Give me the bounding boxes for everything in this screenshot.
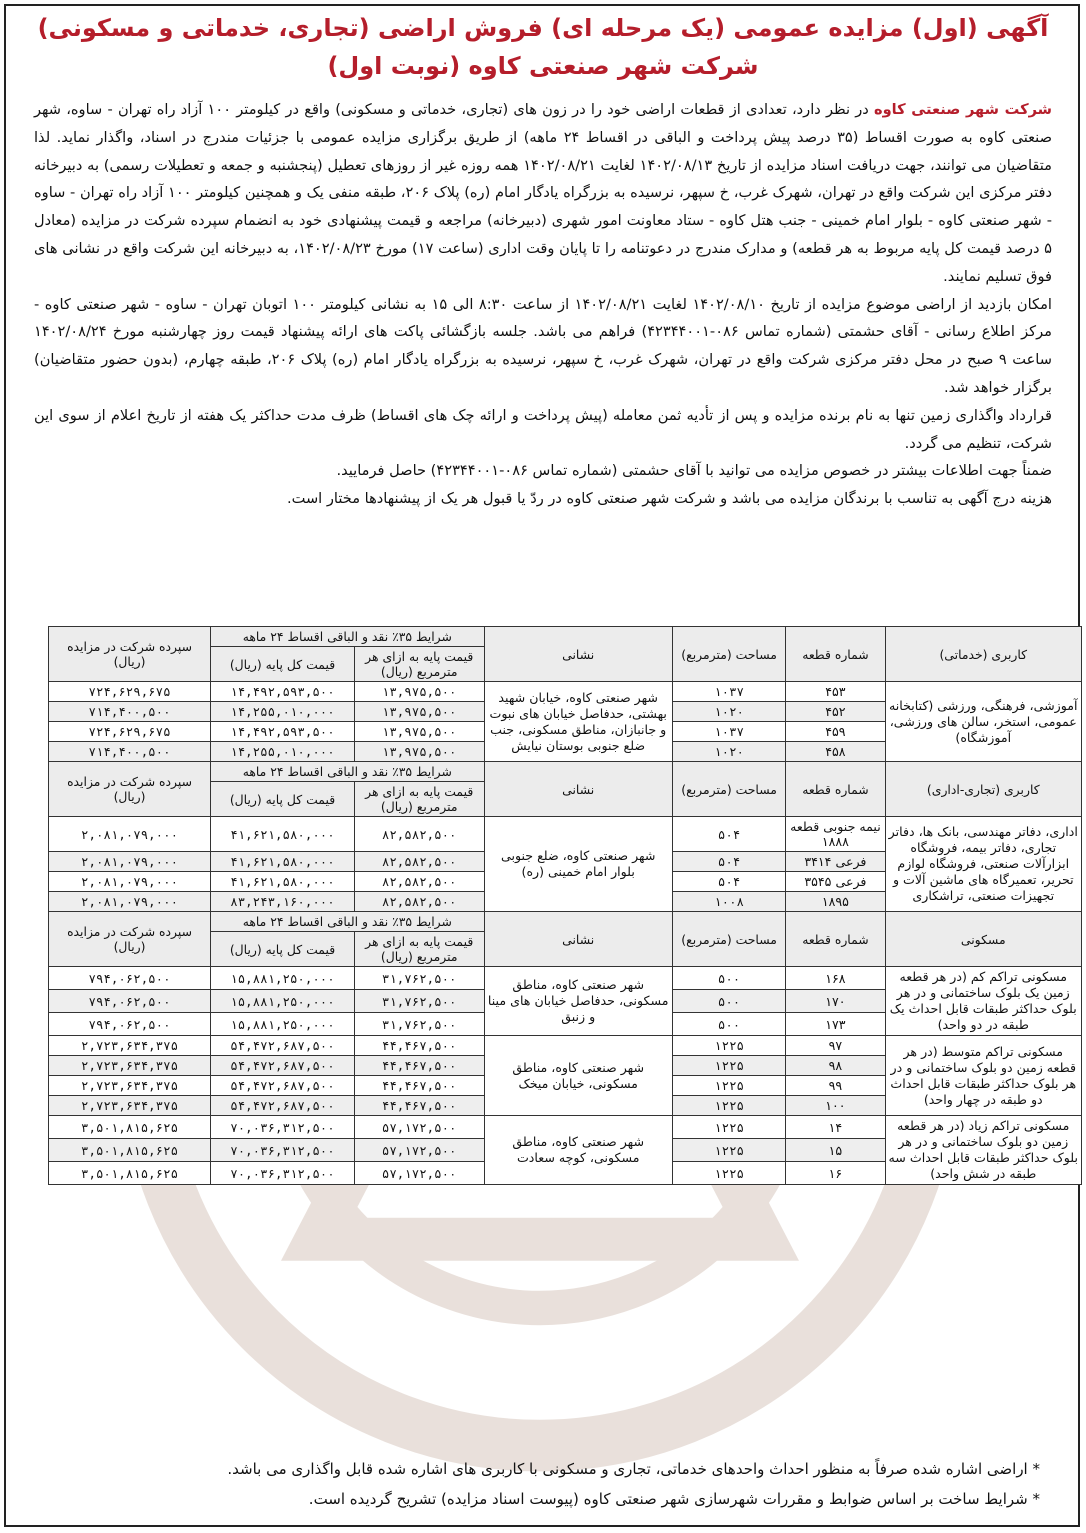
total-price-header: قیمت کل پایه (ریال)	[211, 647, 355, 682]
total-price-cell: ۴۱,۶۲۱,۵۸۰,۰۰۰	[211, 872, 355, 892]
ad-body	[34, 96, 1052, 513]
parcel-cell: نیمه جنوبی قطعه ۱۸۸۸	[786, 817, 885, 852]
deposit-cell: ۲,۷۲۳,۶۳۴,۳۷۵	[49, 1096, 211, 1116]
address-cell: شهر صنعتی کاوه، ضلع جنوبی بلوار امام خمینی (ره)	[484, 817, 672, 912]
parcel-cell: ۱۶۸	[786, 967, 885, 990]
area-cell: ۱۰۲۰	[672, 702, 785, 722]
area-cell: ۱۲۲۵	[672, 1139, 785, 1162]
area-header: مساحت (مترمربع)	[672, 912, 785, 967]
usage-cell: مسکونی تراکم زیاد (در هر قطعه زمین دو بلوک ساختمانی و در هر بلوک حداکثر طبقات قابل احداث سه طبقه در شش واحد)	[885, 1116, 1081, 1185]
unit-price-cell: ۱۳,۹۷۵,۵۰۰	[354, 722, 484, 742]
paragraph-contract: قرارداد واگذاری زمین تنها به نام برنده مزایده و پس از تأدیه ثمن معامله (پیش پرداخت و ارائه چک های اقساط) ظرف مدت حداکثر یک هفته از تاریخ اعلام از سوی این شرکت، تنظیم می گردد.	[34, 406, 1052, 452]
deposit-cell: ۲,۰۸۱,۰۷۹,۰۰۰	[49, 892, 211, 912]
ad-subtitle: شرکت شهر صنعتی کاوه (نوبت اول)	[327, 52, 759, 80]
table-row	[49, 817, 1082, 852]
deposit-cell: ۷۹۴,۰۶۲,۵۰۰	[49, 1013, 211, 1036]
total-price-cell: ۵۴,۴۷۲,۶۸۷,۵۰۰	[211, 1096, 355, 1116]
parcel-cell: ۹۷	[786, 1036, 885, 1056]
address-cell: شهر صنعتی کاوه، مناطق مسکونی، خیابان میخک	[484, 1036, 672, 1116]
usage-header: کاربری (تجاری-اداری)	[885, 762, 1081, 817]
area-cell: ۱۲۲۵	[672, 1116, 785, 1139]
deposit-cell: ۲,۷۲۳,۶۳۴,۳۷۵	[49, 1056, 211, 1076]
parcel-cell: فرعی ۳۴۱۴	[786, 852, 885, 872]
total-price-cell: ۷۰,۰۳۶,۳۱۲,۵۰۰	[211, 1139, 355, 1162]
unit-price-cell: ۱۳,۹۷۵,۵۰۰	[354, 682, 484, 702]
usage-cell: مسکونی تراکم کم (در هر قطعه زمین یک بلوک ساختمانی و در هر بلوک حداکثر طبقات قابل احداث یک طبقه در دو واحد)	[885, 967, 1081, 1036]
area-cell: ۵۰۰	[672, 967, 785, 990]
parcel-cell: ۱۵	[786, 1139, 885, 1162]
area-cell: ۱۰۳۷	[672, 682, 785, 702]
terms-header: شرایط ۳۵٪ نقد و الباقی اقساط ۲۴ ماهه	[211, 762, 484, 782]
unit-price-cell: ۳۱,۷۶۲,۵۰۰	[354, 990, 484, 1013]
unit-price-cell: ۸۲,۵۸۲,۵۰۰	[354, 892, 484, 912]
parcel-header: شماره قطعه	[786, 912, 885, 967]
area-cell: ۵۰۴	[672, 817, 785, 852]
deposit-cell: ۲,۰۸۱,۰۷۹,۰۰۰	[49, 817, 211, 852]
deposit-header: سپرده شرکت در مزایده (ریال)	[49, 912, 211, 967]
total-price-cell: ۱۵,۸۸۱,۲۵۰,۰۰۰	[211, 990, 355, 1013]
unit-price-cell: ۴۴,۴۶۷,۵۰۰	[354, 1076, 484, 1096]
unit-price-cell: ۵۷,۱۷۲,۵۰۰	[354, 1162, 484, 1185]
usage-cell: مسکونی تراکم متوسط (در هر قطعه زمین دو بلوک ساختمانی و در هر بلوک حداکثر طبقات قابل احداث دو طبقه در چهار واحد)	[885, 1036, 1081, 1116]
unit-price-cell: ۱۳,۹۷۵,۵۰۰	[354, 702, 484, 722]
deposit-cell: ۷۹۴,۰۶۲,۵۰۰	[49, 967, 211, 990]
area-header: مساحت (مترمربع)	[672, 627, 785, 682]
total-price-cell: ۴۱,۶۲۱,۵۸۰,۰۰۰	[211, 817, 355, 852]
total-price-cell: ۷۰,۰۳۶,۳۱۲,۵۰۰	[211, 1162, 355, 1185]
address-cell: شهر صنعتی کاوه، مناطق مسکونی، کوچه سعادت	[484, 1116, 672, 1185]
paragraph-cost: هزینه درج آگهی به تناسب با برندگان مزایده می باشد و شرکت شهر صنعتی کاوه در ردّ یا قبول هر یک از پیشنهادها مختار است.	[286, 490, 1052, 508]
unit-price-cell: ۳۱,۷۶۲,۵۰۰	[354, 967, 484, 990]
usage-header: کاربری (خدماتی)	[885, 627, 1081, 682]
total-price-cell: ۱۴,۲۵۵,۰۱۰,۰۰۰	[211, 702, 355, 722]
unit-price-cell: ۱۳,۹۷۵,۵۰۰	[354, 742, 484, 762]
area-cell: ۱۲۲۵	[672, 1162, 785, 1185]
parcel-cell: ۱۸۹۵	[786, 892, 885, 912]
deposit-header: سپرده شرکت در مزایده (ریال)	[49, 762, 211, 817]
area-cell: ۵۰۰	[672, 990, 785, 1013]
notes	[34, 1454, 1040, 1514]
deposit-cell: ۲,۷۲۳,۶۳۴,۳۷۵	[49, 1076, 211, 1096]
parcel-cell: ۹۸	[786, 1056, 885, 1076]
unit-price-cell: ۴۴,۴۶۷,۵۰۰	[354, 1036, 484, 1056]
note-usage: * اراضی اشاره شده صرفاً به منظور احداث واحدهای خدماتی، تجاری و مسکونی با کاربری های اشاره شده قابل واگذاری می باشد.	[227, 1460, 1040, 1478]
area-cell: ۱۲۲۵	[672, 1076, 785, 1096]
total-price-cell: ۸۳,۲۴۳,۱۶۰,۰۰۰	[211, 892, 355, 912]
usage-cell: آموزشی، فرهنگی، ورزشی (کتابخانه عمومی، استخر، سالن های ورزشی، آموزشگاه)	[885, 682, 1081, 762]
unit-price-cell: ۳۱,۷۶۲,۵۰۰	[354, 1013, 484, 1036]
total-price-header: قیمت کل پایه (ریال)	[211, 932, 355, 967]
unit-price-cell: ۸۲,۵۸۲,۵۰۰	[354, 852, 484, 872]
parcel-cell: ۱۴	[786, 1116, 885, 1139]
area-cell: ۱۲۲۵	[672, 1036, 785, 1056]
terms-header: شرایط ۳۵٪ نقد و الباقی اقساط ۲۴ ماهه	[211, 627, 484, 647]
total-price-cell: ۱۵,۸۸۱,۲۵۰,۰۰۰	[211, 967, 355, 990]
section-header-row	[49, 912, 1082, 932]
deposit-cell: ۳,۵۰۱,۸۱۵,۶۲۵	[49, 1162, 211, 1185]
unit-price-header: قیمت پایه به ازای هر مترمربع (ریال)	[354, 647, 484, 682]
unit-price-cell: ۸۲,۵۸۲,۵۰۰	[354, 817, 484, 852]
table-row	[49, 1116, 1082, 1139]
unit-price-cell: ۴۴,۴۶۷,۵۰۰	[354, 1096, 484, 1116]
parcel-header: شماره قطعه	[786, 627, 885, 682]
unit-price-cell: ۸۲,۵۸۲,۵۰۰	[354, 872, 484, 892]
deposit-cell: ۷۱۴,۴۰۰,۵۰۰	[49, 702, 211, 722]
area-cell: ۱۰۰۸	[672, 892, 785, 912]
total-price-cell: ۷۰,۰۳۶,۳۱۲,۵۰۰	[211, 1116, 355, 1139]
total-price-cell: ۵۴,۴۷۲,۶۸۷,۵۰۰	[211, 1076, 355, 1096]
table-row	[49, 1036, 1082, 1056]
paragraph-contact: ضمناً جهت اطلاعات بیشتر در خصوص مزایده می توانید با آقای حشمتی (شماره تماس ۰۸۶-۴۲۳۴۴۰۰۱) حاصل فرمایید.	[336, 462, 1052, 480]
deposit-cell: ۷۲۴,۶۲۹,۶۷۵	[49, 682, 211, 702]
parcel-cell: ۴۵۸	[786, 742, 885, 762]
table-row	[49, 682, 1082, 702]
area-header: مساحت (مترمربع)	[672, 762, 785, 817]
deposit-cell: ۲,۰۸۱,۰۷۹,۰۰۰	[49, 852, 211, 872]
deposit-cell: ۷۱۴,۴۰۰,۵۰۰	[49, 742, 211, 762]
address-cell: شهر صنعتی کاوه، مناطق مسکونی، حدفاصل خیابان های مینا و زنبق	[484, 967, 672, 1036]
total-price-cell: ۱۴,۴۹۲,۵۹۳,۵۰۰	[211, 682, 355, 702]
address-header: نشانی	[484, 762, 672, 817]
area-cell: ۱۲۲۵	[672, 1056, 785, 1076]
area-cell: ۵۰۴	[672, 852, 785, 872]
parcel-cell: ۱۷۰	[786, 990, 885, 1013]
address-cell: شهر صنعتی کاوه، خیابان شهید بهشتی، حدفاصل خیابان های نبوت و جانبازان، مناطق مسکونی، جنب ضلع جنوبی بوستان نیایش	[484, 682, 672, 762]
section-header-row	[49, 762, 1082, 782]
total-price-cell: ۱۴,۲۵۵,۰۱۰,۰۰۰	[211, 742, 355, 762]
area-cell: ۱۰۲۰	[672, 742, 785, 762]
address-header: نشانی	[484, 627, 672, 682]
ad-title: آگهی (اول) مزایده عمومی (یک مرحله ای) فروش اراضی (تجاری، خدماتی و مسکونی)	[37, 14, 1049, 42]
parcel-cell: ۱۷۳	[786, 1013, 885, 1036]
parcel-cell: ۱۶	[786, 1162, 885, 1185]
unit-price-cell: ۵۷,۱۷۲,۵۰۰	[354, 1139, 484, 1162]
unit-price-header: قیمت پایه به ازای هر مترمربع (ریال)	[354, 932, 484, 967]
usage-cell: اداری، دفاتر مهندسی، بانک ها، دفاتر تجاری، دفاتر بیمه، فروشگاه ابزارآلات صنعتی، فروشگاه لوازم تحریر، تعمیرگاه های ماشین آلات و تجهیزات صنعتی، تراشکاری	[885, 817, 1081, 912]
total-price-cell: ۵۴,۴۷۲,۶۸۷,۵۰۰	[211, 1036, 355, 1056]
deposit-cell: ۷۲۴,۶۲۹,۶۷۵	[49, 722, 211, 742]
parcel-cell: ۹۹	[786, 1076, 885, 1096]
total-price-cell: ۴۱,۶۲۱,۵۸۰,۰۰۰	[211, 852, 355, 872]
deposit-cell: ۲,۷۲۳,۶۳۴,۳۷۵	[49, 1036, 211, 1056]
deposit-cell: ۷۹۴,۰۶۲,۵۰۰	[49, 990, 211, 1013]
total-price-cell: ۵۴,۴۷۲,۶۸۷,۵۰۰	[211, 1056, 355, 1076]
deposit-cell: ۳,۵۰۱,۸۱۵,۶۲۵	[49, 1139, 211, 1162]
terms-header: شرایط ۳۵٪ نقد و الباقی اقساط ۲۴ ماهه	[211, 912, 484, 932]
deposit-header: سپرده شرکت در مزایده (ریال)	[49, 627, 211, 682]
table-row	[49, 967, 1082, 990]
note-regulations: * شرایط ساخت بر اساس ضوابط و مقررات شهرسازی شهر صنعتی کاوه (پیوست اسناد مزایده) تشریح گردیده است.	[308, 1490, 1040, 1508]
total-price-cell: ۱۴,۴۹۲,۵۹۳,۵۰۰	[211, 722, 355, 742]
usage-header: مسکونی	[885, 912, 1081, 967]
address-header: نشانی	[484, 912, 672, 967]
parcel-cell: ۴۵۳	[786, 682, 885, 702]
parcel-cell: فرعی ۳۵۴۵	[786, 872, 885, 892]
area-cell: ۵۰۴	[672, 872, 785, 892]
parcel-cell: ۴۵۹	[786, 722, 885, 742]
unit-price-cell: ۵۷,۱۷۲,۵۰۰	[354, 1116, 484, 1139]
total-price-header: قیمت کل پایه (ریال)	[211, 782, 355, 817]
parcel-cell: ۱۰۰	[786, 1096, 885, 1116]
area-cell: ۱۰۳۷	[672, 722, 785, 742]
paragraph-visit: امکان بازدید از اراضی موضوع مزایده از تاریخ ۱۴۰۲/۰۸/۱۰ لغایت ۱۴۰۲/۰۸/۲۱ از ساعت ۸:۳۰ الی ۱۵ به نشانی کیلومتر ۱۰۰ اتوبان تهران - ساوه - شهر صنعتی کاوه - مرکز اطلاع رسانی - آقای حشمتی (شماره تماس ۰۸۶-۴۲۳۴۴۰۰۱) فراهم می باشد. جلسه بازگشائی پاکت های ارائه پیشنهاد قیمت روز چهارشنبه مورخ ۱۴۰۲/۰۸/۲۴ ساعت ۹ صبح در محل دفتر مرکزی شرکت واقع در تهران، شهرک غرب، خ سپهر، نرسیده به بزرگراه یادگار امام (ره) پلاک ۲۰۶، طبقه چهارم، (بدون حضور متقاضیان) برگزار خواهد شد.	[34, 295, 1052, 396]
paragraph-intro: شرکت شهر صنعتی کاوه در نظر دارد، تعدادی از قطعات اراضی خود را در زون های (تجاری، خدماتی و مسکونی) واقع در کیلومتر ۱۰۰ آزاد راه تهران - ساوه، شهر صنعتی کاوه به صورت اقساط (۳۵ درصد پیش پرداخت و الباقی در اقساط ۲۴ ماهه) از طریق برگزاری مزایده عمومی با جزئیات مندرج در اسناد، واگذار نماید. لذا متقاضیان می توانند، جهت دریافت اسناد مزایده از تاریخ ۱۴۰۲/۰۸/۱۳ لغایت ۱۴۰۲/۰۸/۲۱ همه روزه غیر از روزهای تعطیل (پنجشنبه و جمعه و تعطیلات رسمی) به دبیرخانه دفتر مرکزی این شرکت واقع در تهران، شهرک غرب، خ سپهر، نرسیده به بزرگراه یادگار امام (ره) پلاک ۲۰۶، طبقه منفی یک و همچنین کیلومتر ۱۰۰ آزاد راه تهران - ساوه - شهر صنعتی کاوه - بلوار امام خمینی - جنب هتل کاوه - ستاد معاونت امور شهری (دبیرخانه) مراجعه و قیمت پیشنهادی خود به انضمام سپرده شرکت در مزایده (معادل ۵ درصد قیمت کل پایه مربوط به هر قطعه) و مدارک مندرج در دعوتنامه را تا پایان وقت اداری (ساعت ۱۷) مورخ ۱۴۰۲/۰۸/۲۳، به دبیرخانه این شرکت واقع در نشانی های فوق تسلیم نمایند.	[34, 101, 1053, 285]
total-price-cell: ۱۵,۸۸۱,۲۵۰,۰۰۰	[211, 1013, 355, 1036]
parcel-cell: ۴۵۲	[786, 702, 885, 722]
parcel-header: شماره قطعه	[786, 762, 885, 817]
area-cell: ۵۰۰	[672, 1013, 785, 1036]
deposit-cell: ۳,۵۰۱,۸۱۵,۶۲۵	[49, 1116, 211, 1139]
unit-price-cell: ۴۴,۴۶۷,۵۰۰	[354, 1056, 484, 1076]
company-name: شرکت شهر صنعتی کاوه	[874, 101, 1053, 118]
section-header-row	[49, 627, 1082, 647]
auction-table	[48, 626, 1082, 1185]
unit-price-header: قیمت پایه به ازای هر مترمربع (ریال)	[354, 782, 484, 817]
area-cell: ۱۲۲۵	[672, 1096, 785, 1116]
deposit-cell: ۲,۰۸۱,۰۷۹,۰۰۰	[49, 872, 211, 892]
